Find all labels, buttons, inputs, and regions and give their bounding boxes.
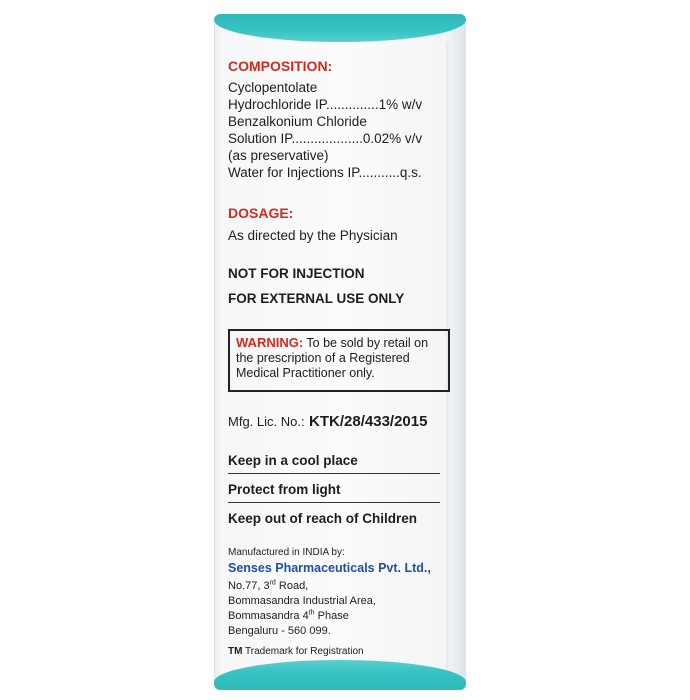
composition-line-5: (as preservative) [228,148,329,163]
address-line-1-b: Road, [275,580,309,592]
trademark-text: Trademark for Registration [242,646,364,657]
tm-mark: TM [228,646,243,657]
trademark-row [228,646,364,657]
notice-external-use: FOR EXTERNAL USE ONLY [228,291,405,306]
warning-text-1: To be sold by retail on [303,336,429,350]
address-line-3-sup: th [308,609,315,617]
manufacturer-name: Senses Pharmaceuticals Pvt. Ltd., [228,561,431,575]
storage-keep-away-children: Keep out of reach of Children [228,511,418,526]
address-line-1-a: No.77, 3 [228,580,270,592]
dosage-text: As directed by the Physician [228,228,398,243]
dosage-heading: DOSAGE: [228,205,294,221]
storage-protect-light: Protect from light [228,482,341,497]
license-label: Mfg. Lic. No.: [228,414,305,429]
address-line-4: Bengaluru - 560 099. [228,625,331,637]
manufacturer-intro: Manufactured in INDIA by: [228,547,345,558]
warning-label: WARNING: [236,335,304,350]
notice-not-for-injection: NOT FOR INJECTION [228,266,365,281]
address-line-3-b: Phase [314,610,349,622]
address-line-2: Bommasandra Industrial Area, [228,595,376,607]
composition-line-3: Benzalkonium Chloride [228,114,367,129]
warning-line-2: the prescription of a Registered [236,351,410,365]
divider-2 [228,502,440,503]
address-line-3 [228,609,349,624]
composition-line-4: Solution IP...................0.02% v/v [228,131,423,146]
warning-line-3: Medical Practitioner only. [236,366,375,380]
address-line-1-sup: rd [269,579,276,587]
address-line-1 [228,579,308,594]
carton-bottom-band [214,660,466,690]
composition-line-2: Hydrochloride IP..............1% w/v [228,97,423,112]
warning-box [228,329,450,392]
address-line-3-a: Bommasandra 4 [228,610,309,622]
storage-cool-place: Keep in a cool place [228,453,358,468]
warning-line-1 [236,335,442,351]
medicine-carton [214,14,466,690]
license-row [228,413,427,431]
divider-1 [228,473,440,474]
composition-line-6: Water for Injections IP...........q.s. [228,165,422,180]
license-number: KTK/28/433/2015 [309,413,428,430]
composition-line-1: Cyclopentolate [228,80,318,95]
carton-top-band [214,14,466,42]
composition-heading: COMPOSITION: [228,58,333,74]
